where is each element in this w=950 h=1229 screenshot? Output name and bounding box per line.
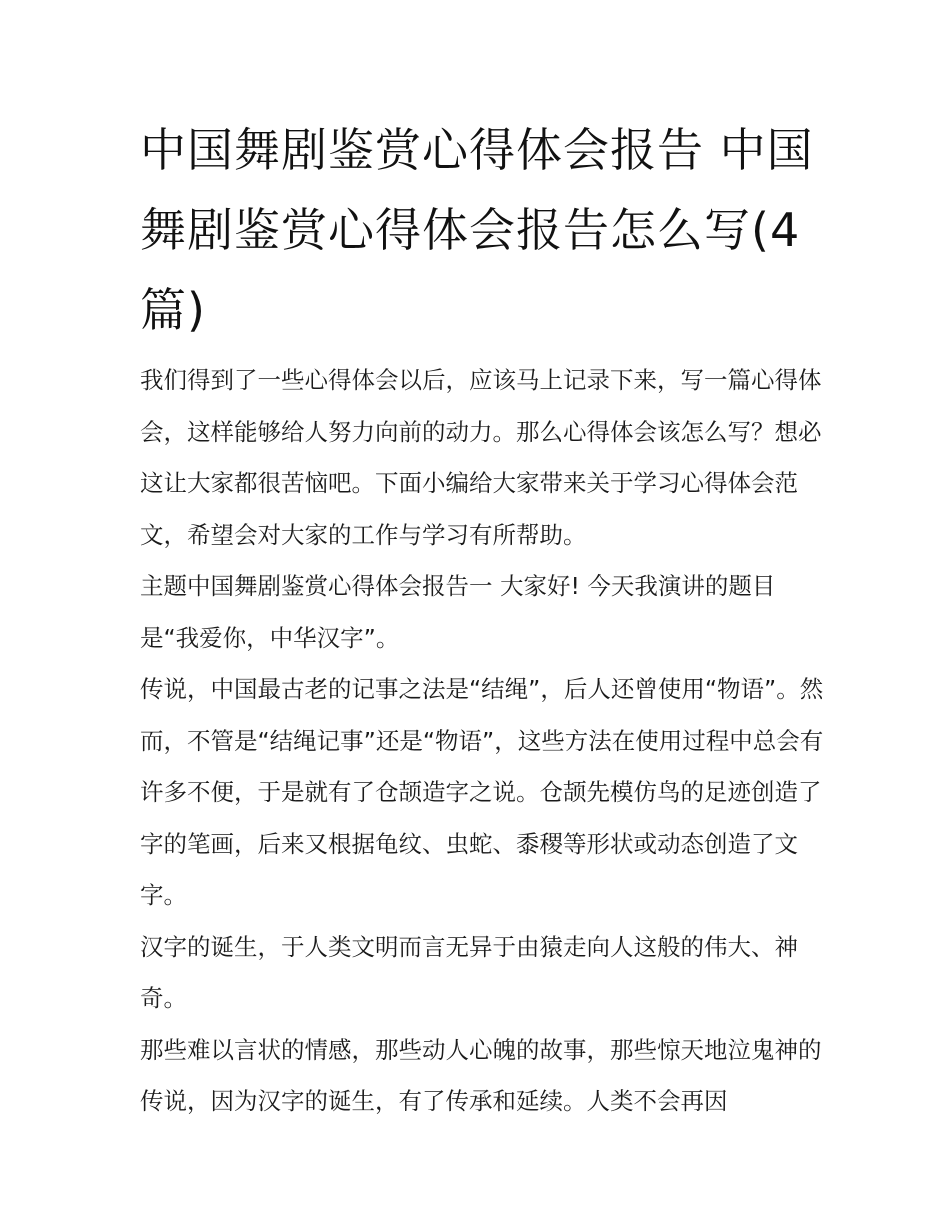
- paragraph-legend: 传说，中国最古老的记事之法是“结绳”，后人还曾使用“物语”。然而，不管是“结绳记事”还是“物语”，这些方法在使用过程中总会有许多不便，于是就有了仓颉造字之说。仓颉先模仿鸟的足迹创造了字的笔画，后来又根据龟纹、虫蛇、黍稷等形状或动态创造了文字。: [140, 675, 824, 909]
- document-body: [140, 355, 830, 1128]
- paragraph-birth: 汉字的诞生，于人类文明而言无异于由猿走向人这般的伟大、神奇。: [140, 932, 798, 1012]
- paragraph-intro: 我们得到了一些心得体会以后，应该马上记录下来，写一篇心得体会，这样能够给人努力向前的动力。那么心得体会该怎么写？想必这让大家都很苦恼吧。下面小编给大家带来关于学习心得体会范文，希望会对大家的工作与学习有所帮助。: [140, 366, 822, 549]
- paragraph-emotion: 那些难以言状的情感，那些动人心魄的故事，那些惊天地泣鬼神的传说，因为汉字的诞生，有了传承和延续。人类不会再因: [140, 1035, 822, 1115]
- document-title: 中国舞剧鉴赏心得体会报告 中国舞剧鉴赏心得体会报告怎么写(4篇): [140, 123, 814, 337]
- paragraph-topic: 主题中国舞剧鉴赏心得体会报告一 大家好! 今天我演讲的题目是“我爱你，中华汉字”。: [140, 572, 776, 652]
